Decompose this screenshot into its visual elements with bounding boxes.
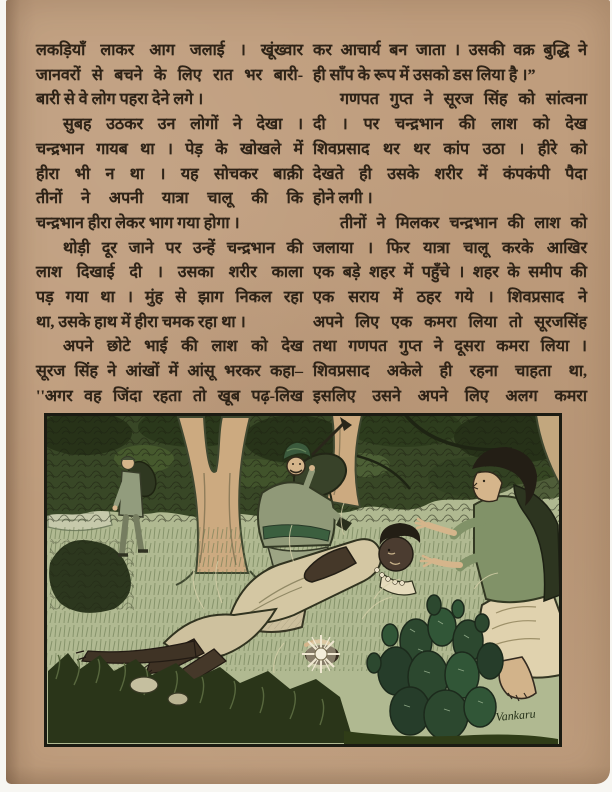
tone-wash (44, 413, 562, 747)
text-line: जानवरों से बचने के लिए रात भर बारी- (36, 66, 304, 84)
story-illustration (44, 413, 562, 747)
text-line: देखते ही उसके शरीर में कंपकंपी पैदा (313, 165, 587, 183)
text-line: कर आचार्य बन जाता । उसकी वक्र बुद्धि ने (313, 42, 587, 59)
text-line: बारी से वे लोग पहरा देने लगे । (36, 91, 204, 109)
text-line: सूरज सिंह ने आंखों में आंसू भरकर कहा– (36, 363, 304, 381)
text-line: था, उसके हाथ में हीरा चमक रहा था । (36, 313, 246, 331)
text-line: तथा गणपत गुप्त ने दूसरा कमरा लिया । (313, 338, 587, 356)
text-line: चन्द्रभान हीरा लेकर भाग गया होगा । (36, 214, 240, 232)
text-line: ''अगर वह जिंदा रहता तो खूब पढ़-लिख (36, 387, 304, 405)
text-line: शिवप्रसाद अकेले ही रहना चाहता था, (313, 363, 587, 381)
text-line: लाश दिखाई दी । उसका शरीर काला (36, 264, 304, 282)
text-line: ही साँप के रूप में उसको डस लिया है ।” (313, 66, 536, 84)
text-line: होने लगी । (313, 190, 373, 208)
story-illustration-svg (44, 413, 562, 747)
text-line: चन्द्रभान गायब था । पेड़ के खोखले में (36, 140, 304, 158)
text-line: इसलिए उसने अपने लिए अलग कमरा (313, 387, 587, 405)
text-line: दी । पर चन्द्रभान की लाश को देख (313, 116, 587, 134)
text-line: तीनों ने अपनी यात्रा चालू की कि (36, 190, 304, 208)
text-column-left (36, 39, 303, 410)
text-line: अपने छोटे भाई की लाश को देख (63, 338, 304, 356)
text-line: सुबह उठकर उन लोगों ने देखा । (63, 116, 304, 134)
story-text (36, 39, 587, 410)
text-line: जलाया । फिर यात्रा चालू करके आखिर (313, 239, 587, 257)
text-line: तीनों ने मिलकर चन्द्रभान की लाश को (340, 214, 587, 232)
book-page (6, 0, 610, 784)
text-line: लकड़ियाँ लाकर आग जलाई । खूंख्वार (36, 42, 304, 59)
text-line: थोड़ी दूर जाने पर उन्हें चन्द्रभान की (63, 239, 304, 257)
text-line: एक सराय में ठहर गये । शिवप्रसाद ने (313, 289, 587, 307)
text-line: गणपत गुप्त ने सूरज सिंह को सांत्वना (340, 91, 587, 109)
text-line: एक बड़े शहर में पहुँचे । शहर के समीप की (313, 264, 587, 282)
text-line: शिवप्रसाद थर थर कांप उठा । हीरे को (313, 140, 587, 158)
artist-signature: Vankaru (495, 706, 537, 724)
text-line: अपने लिए एक कमरा लिया तो सूरजसिंह (313, 313, 587, 331)
text-column-right (313, 39, 587, 410)
text-line: पड़ गया था । मुंह से झाग निकल रहा (36, 289, 304, 307)
text-line: हीरा भी न था । यह सोचकर बाक़ी (36, 165, 304, 183)
